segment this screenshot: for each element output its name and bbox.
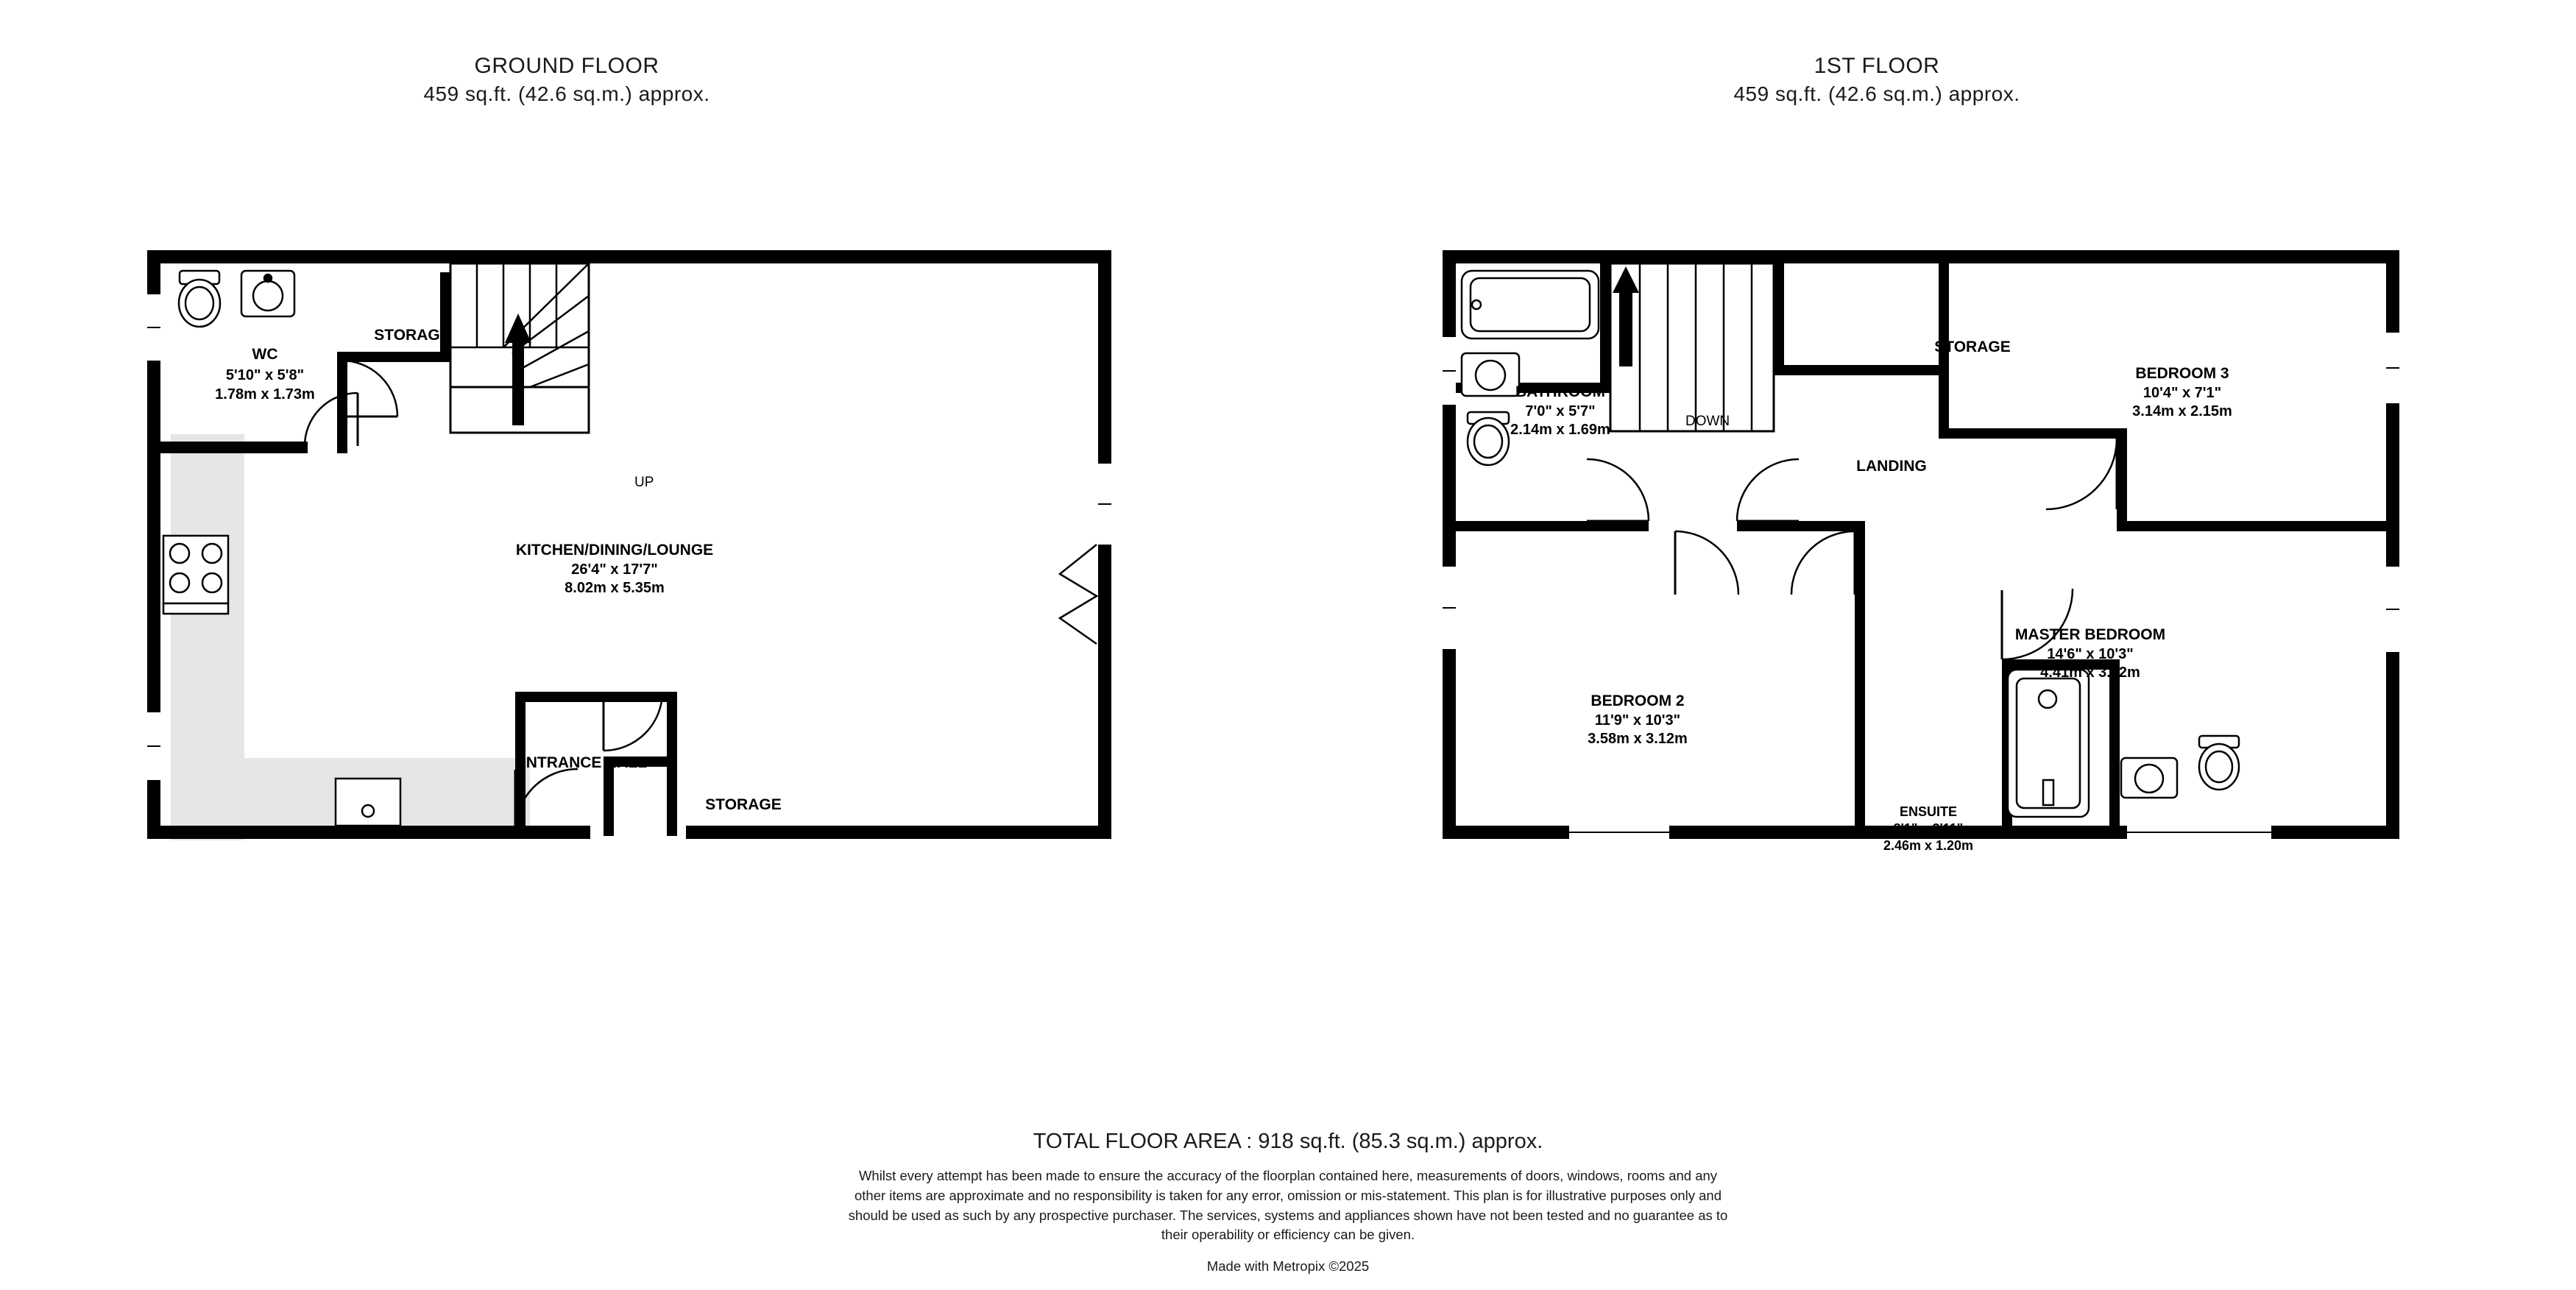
label-up: UP (634, 475, 654, 490)
wall-wc-bottom (160, 442, 308, 453)
bathroom-name: BATHROOM (1515, 383, 1606, 400)
total-floor-area: TOTAL FLOOR AREA : 918 sq.ft. (85.3 sq.m.) approx. (1033, 1130, 1543, 1153)
bedroom3-imperial: 10'4" x 7'1" (2142, 384, 2222, 401)
bathroom-imperial: 7'0" x 5'7" (1525, 403, 1596, 419)
wc-metric: 1.78m x 1.73m (215, 386, 315, 403)
label-down: DOWN (1685, 414, 1730, 429)
label-kitchen-lounge (438, 541, 791, 598)
label-landing: LANDING (1856, 458, 1927, 475)
wall-top (1443, 250, 2399, 263)
wall-top (147, 250, 1111, 263)
wc-fixtures (179, 271, 294, 327)
sink-tap (264, 274, 272, 282)
wall-storage-right (440, 272, 450, 361)
wall-bed3-bottom (1949, 428, 2126, 439)
ensuite-toilet-seat (2206, 751, 2232, 782)
shower-head (2039, 690, 2056, 708)
utility-unit (336, 779, 400, 826)
wall-storage-bottom (337, 352, 450, 362)
bathroom-metric: 2.14m x 1.69m (1510, 422, 1610, 439)
bedroom2-name: BEDROOM 2 (1590, 692, 1685, 709)
patio-door-right (1060, 545, 1097, 644)
wall-storage-right-2 (1939, 365, 1949, 439)
label-wc-name: WC (252, 346, 278, 363)
label-bedroom2 (1527, 692, 1748, 749)
master-name: MASTER BEDROOM (2014, 626, 2166, 643)
bathtub-inner (1471, 278, 1590, 331)
wall-hall-right (667, 692, 677, 756)
front-step (336, 779, 400, 826)
kitchen-lounge-name: KITCHEN/DINING/LOUNGE (515, 542, 714, 559)
door-bed2-upper (1587, 459, 1649, 521)
ground-floor-title (335, 52, 799, 108)
disclaimer-text: Whilst every attempt has been made to ensure the accuracy of the floorplan contained here, measurements of doors, windows, rooms and any other items are approximate and no responsibility is taken for any error, omission or mis-statement. This plan is for illustrative purposes only and should be used as such by any prospective purchaser. The services, systems and appliances shown have not been tested and no guarantee as to their operability or efficiency can be given. (848, 1168, 1728, 1243)
kitchen-floor-shade-2 (171, 434, 244, 840)
label-bedroom3 (2072, 364, 2293, 422)
door-storage (342, 361, 397, 417)
wc-imperial: 5'10" x 5'8" (225, 367, 305, 383)
sink-bowl (253, 281, 283, 311)
door-bed3 (2046, 439, 2117, 509)
label-wc-dims (184, 366, 346, 404)
ensuite-metric: 2.46m x 1.20m (1883, 838, 1974, 854)
ensuite-name: ENSUITE (1899, 804, 1957, 819)
toilet-seat (185, 287, 213, 319)
wall-hall-top (515, 692, 677, 702)
first-floor-title (1645, 52, 2109, 108)
kitchen-lounge-imperial: 26'4" x 17'7" (571, 561, 658, 578)
wall-storage-bottom (1774, 365, 1949, 375)
shower-drain (2043, 780, 2053, 805)
label-ground-storage-2: STORAGE (705, 796, 782, 813)
kitchen-lounge-metric: 8.02m x 5.35m (565, 580, 665, 597)
label-first-storage: STORAGE (1934, 339, 2011, 355)
first-floor-area: 459 sq.ft. (42.6 sq.m.) approx. (1733, 82, 2020, 105)
label-bathroom (1465, 383, 1656, 440)
bedroom2-imperial: 11'9" x 10'3" (1594, 712, 1681, 729)
door-landing (1737, 459, 1799, 521)
metropix-credit: Made with Metropix ©2025 (1206, 1258, 1370, 1274)
wall-landing-bottom (1737, 521, 1865, 531)
door-master (1791, 531, 1855, 595)
ensuite-fixtures (2008, 670, 2239, 817)
wall-bed2-right (1855, 521, 1865, 830)
bedroom3-name: BEDROOM 3 (2135, 365, 2229, 382)
ensuite-imperial: 8'1" x 3'11" (1893, 821, 1964, 837)
wall-ensuite-right (2109, 659, 2120, 836)
wall-storage-right (1939, 263, 1949, 375)
door-bed2 (1675, 531, 1738, 595)
bedroom2-metric: 3.58m x 3.12m (1588, 731, 1688, 748)
cooker (163, 536, 228, 614)
master-metric: 4.41m x 3.12m (2040, 665, 2140, 681)
first-floor-title-text: 1ST FLOOR (1814, 54, 1940, 78)
master-imperial: 14'6" x 10'3" (2047, 645, 2134, 662)
ground-floor-title-text: GROUND FLOOR (474, 54, 659, 78)
ground-floor-area: 459 sq.ft. (42.6 sq.m.) approx. (423, 82, 710, 105)
wall-master-top (2117, 521, 2389, 531)
label-ground-storage: STORAGE (374, 327, 450, 344)
wall-bed3-left (2117, 428, 2127, 531)
label-ensuite (1818, 804, 2039, 854)
bedroom3-metric: 3.14m x 2.15m (2132, 403, 2232, 420)
label-entrance-hall: ENTRANCE HALL (515, 754, 648, 771)
wall-bed2-top (1456, 521, 1649, 531)
wall-storage-left (1774, 263, 1784, 375)
ensuite-basin-bowl (2135, 765, 2163, 793)
wall-bathroom-right (1600, 263, 1610, 393)
label-master-bedroom (1936, 625, 2245, 683)
